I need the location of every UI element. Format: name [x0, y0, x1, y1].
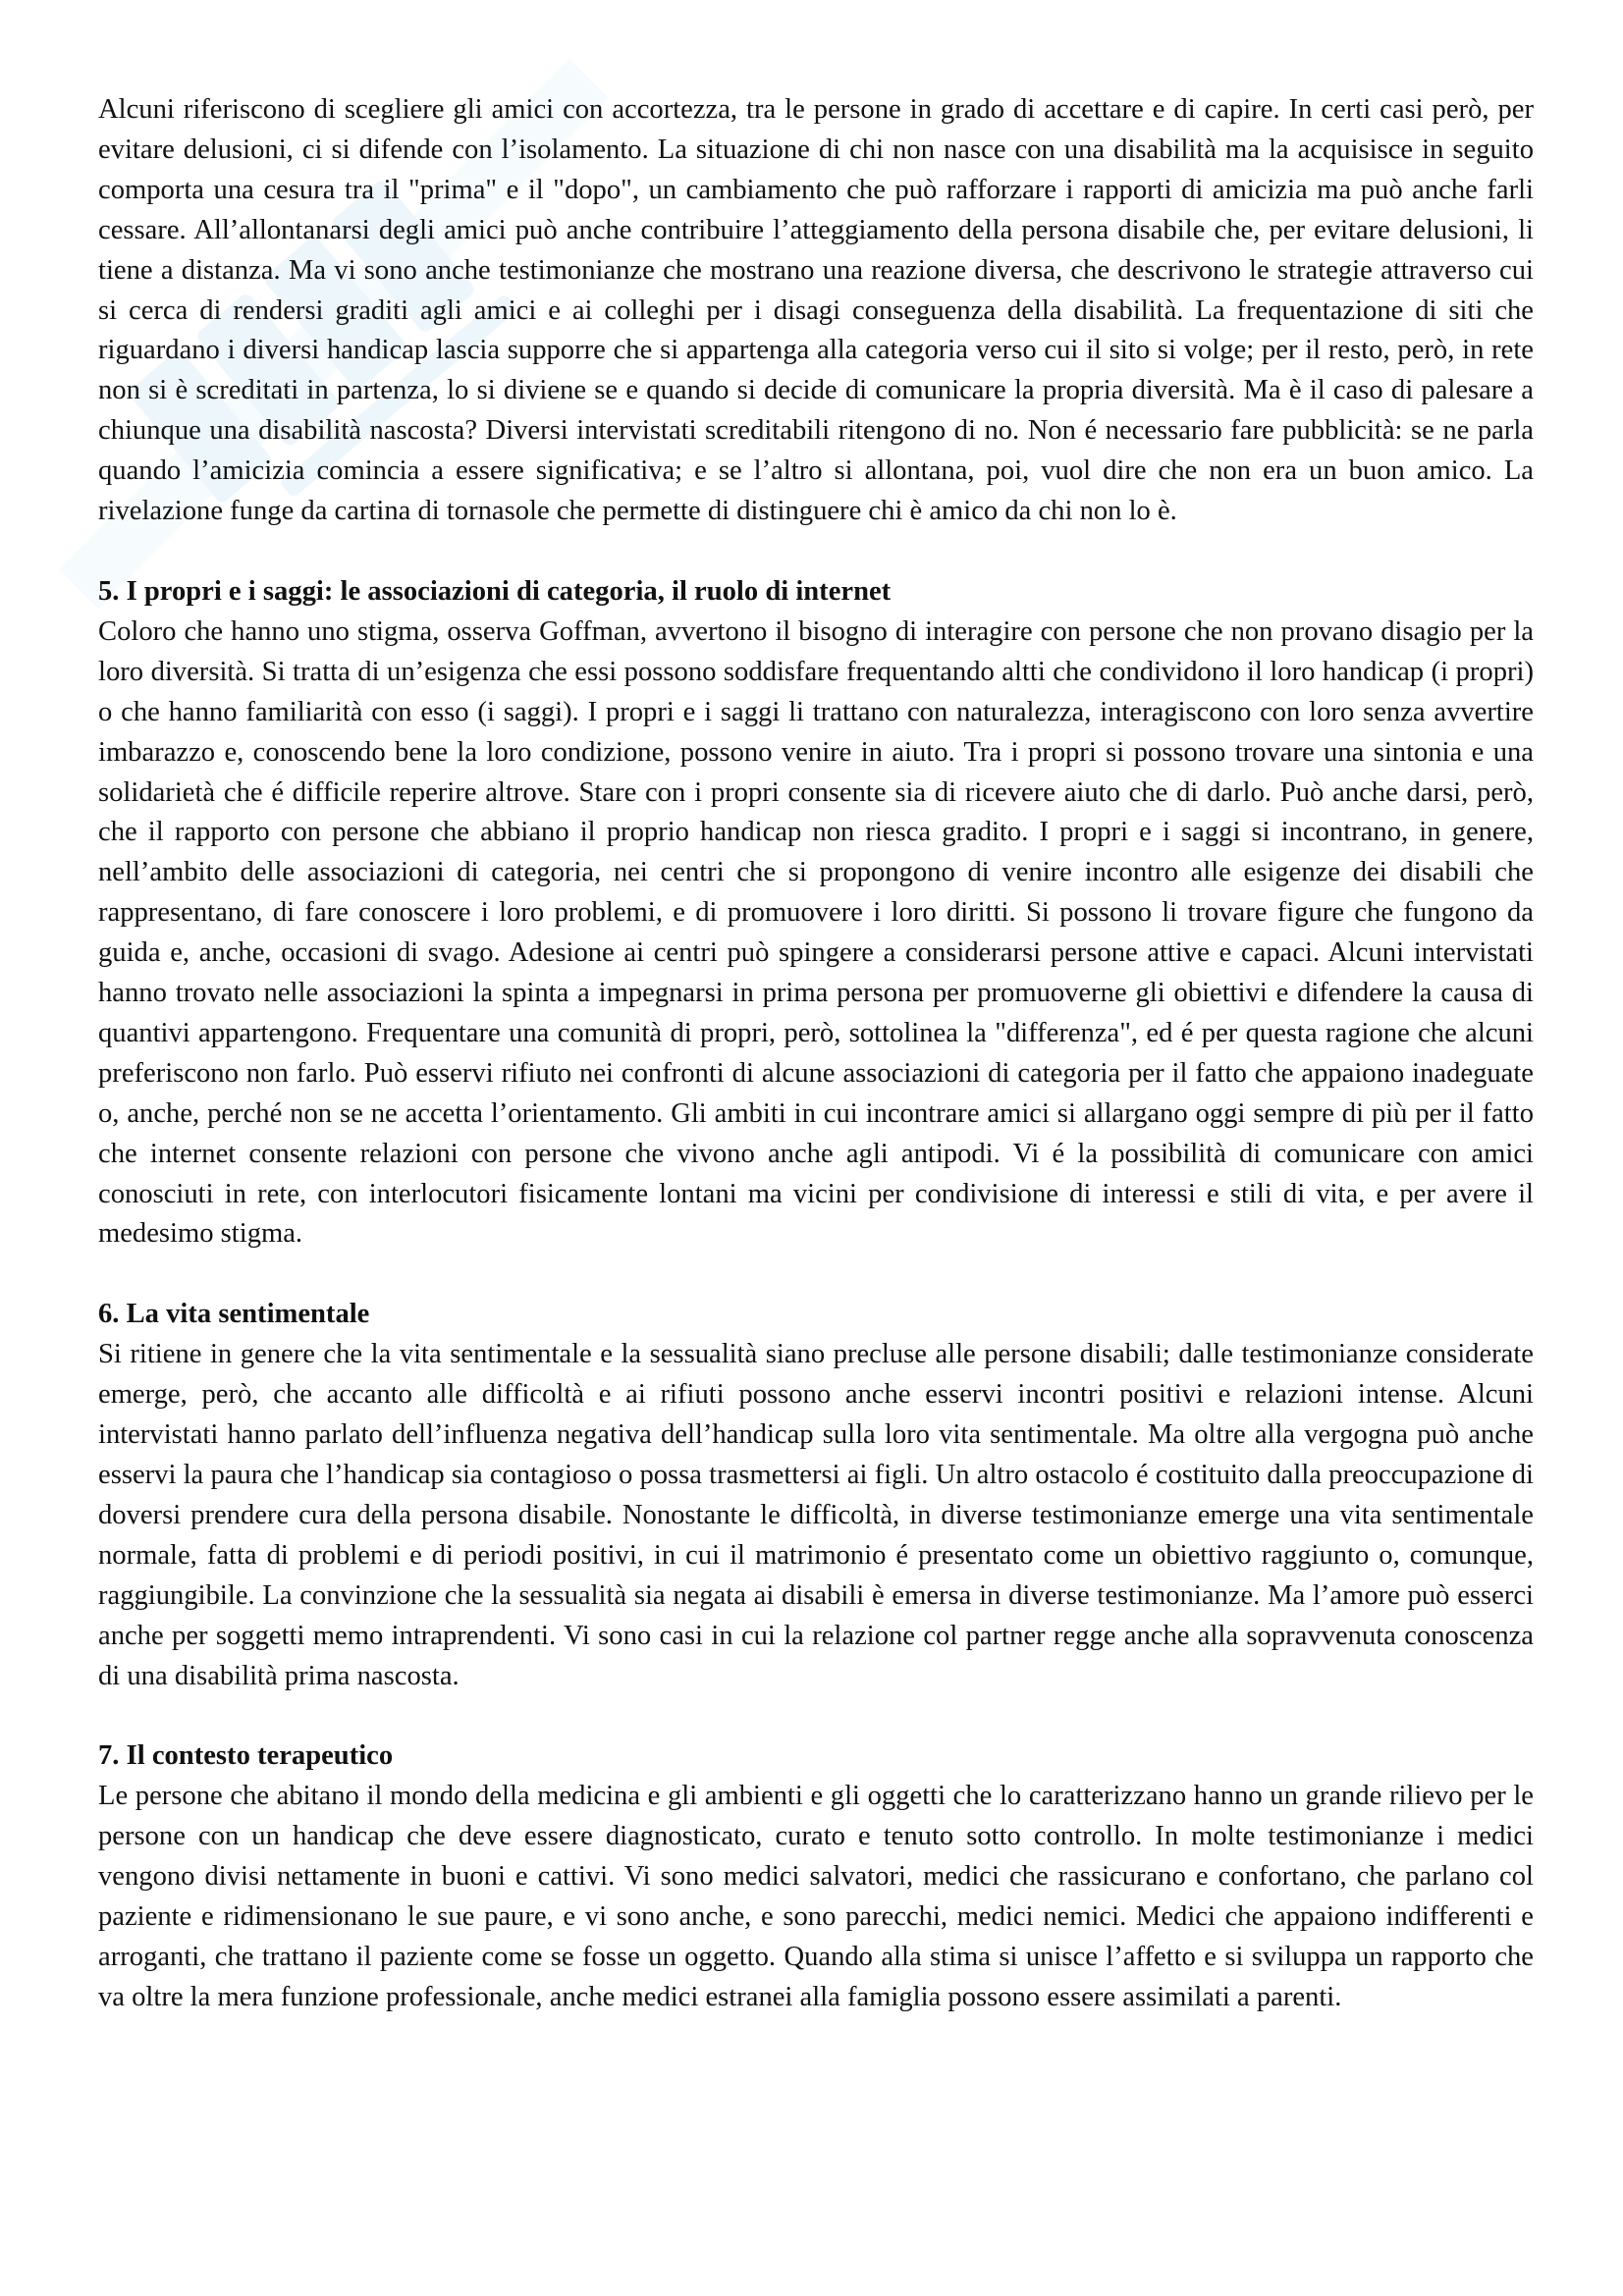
- section-5: [98, 572, 1534, 1255]
- section-paragraph: Si ritiene in genere che la vita sentimentale e la sessualità siano precluse alle persone disabili; dalle testimonianze considerate emerge, però, che accanto alle difficoltà e ai rifiuti possono anche esservi incontri positivi e relazioni intense. Alcuni intervistati hanno parlato dell’influenza negativa dell’handicap sulla loro vita sentimentale. Ma oltre alla vergogna può anche esservi la paura che l’handicap sia contagioso o possa trasmettersi ai figli. Un altro ostacolo é costituito dalla preoccupazione di doversi prendere cura della persona disabile. Nonostante le difficoltà, in diverse testimonianze emerge una vita sentimentale normale, fatta di problemi e di periodi positivi, in cui il matrimonio é presentato come un obiettivo raggiunto o, comunque, raggiungibile. La convinzione che la sessualità sia negata ai disabili è emersa in diverse testimonianze. Ma l’amore può esserci anche per soggetti memo intraprendenti. Vi sono casi in cui la relazione col partner regge anche alla sopravvenuta conoscenza di una disabilità prima nascosta.: [98, 1339, 1534, 1691]
- section-heading: 6. La vita sentimentale: [98, 1299, 370, 1330]
- section-7: [98, 1736, 1534, 2017]
- section-paragraph: Le persone che abitano il mondo della medicina e gli ambienti e gli oggetti che lo caratterizzano hanno un grande rilievo per le persone con un handicap che deve essere diagnosticato, curato e tenuto sotto controllo. In molte testimonianze i medici vengono divisi nettamente in buoni e cattivi. Vi sono medici salvatori, medici che rassicurano e confortano, che parlano col paziente e ridimensionano le sue paure, e vi sono anche, e sono parecchi, medici nemici. Medici che appaiono indifferenti e arroganti, che trattano il paziente come se fosse un oggetto. Quando alla stima si unisce l’affetto e si sviluppa un rapporto che va oltre la mera funzione professionale, anche medici estranei alla famiglia possono essere assimilati a parenti.: [98, 1781, 1534, 2012]
- intro-paragraph: Alcuni riferiscono di scegliere gli amici con accortezza, tra le persone in grado di accettare e di capire. In certi casi però, per evitare delusioni, ci si difende con l’isolamento. La situazione di chi non nasce con una disabilità ma la acquisisce in seguito comporta una cesura tra il "prima" e il "dopo", un cambiamento che può rafforzare i rapporti di amicizia ma può anche farli cessare. All’allontanarsi degli amici può anche contribuire l’atteggiamento della persona disabile che, per evitare delusioni, li tiene a distanza. Ma vi sono anche testimonianze che mostrano una reazione diversa, che descrivono le strategie attraverso cui si cerca di rendersi graditi agli amici e ai colleghi per i disagi conseguenza della disabilità. La frequentazione di siti che riguardano i diversi handicap lascia supporre che si appartenga alla categoria verso cui il sito si volge; per il resto, però, in rete non si è screditati in partenza, lo si diviene se e quando si decide di comunicare la propria diversità. Ma è il caso di palesare a chiunque una disabilità nascosta? Diversi intervistati screditabili ritengono di no. Non é necessario fare pubblicità: se ne parla quando l’amicizia comincia a essere significativa; e se l’altro si allontana, poi, vuol dire che non era un buon amico. La rivelazione funge da cartina di tornasole che permette di distinguere chi è amico da chi non lo è.: [98, 94, 1534, 527]
- section-heading: 5. I propri e i saggi: le associazioni di categoria, il ruolo di internet: [98, 575, 892, 607]
- section-heading: 7. Il contesto terapeutico: [98, 1740, 394, 1772]
- document-body: [98, 90, 1534, 2018]
- section-paragraph: Coloro che hanno uno stigma, osserva Goffman, avvertono il bisogno di interagire con persone che non provano disagio per la loro diversità. Si tratta di un’esigenza che essi possono soddisfare frequentando altti che condividono il loro handicap (i propri) o che hanno familiarità con esso (i saggi). I propri e i saggi li trattano con naturalezza, interagiscono con loro senza avvertire imbarazzo e, conoscendo bene la loro condizione, possono venire in aiuto. Tra i propri si possono trovare una sintonia e una solidarietà che é difficile reperire altrove. Stare con i propri consente sia di ricevere aiuto che di darlo. Può anche darsi, però, che il rapporto con persone che abbiano il proprio handicap non riesca gradito. I propri e i saggi si incontrano, in genere, nell’ambito delle associazioni di categoria, nei centri che si propongono di venire incontro alle esigenze dei disabili che rappresentano, di fare conoscere i loro problemi, e di promuovere i loro diritti. Si possono li trovare figure che fungono da guida e, anche, occasioni di svago. Adesione ai centri può spingere a considerarsi persone attive e capaci. Alcuni intervistati hanno trovato nelle associazioni la spinta a impegnarsi in prima persona per promuoverne gli obiettivi e difendere la causa di quantivi appartengono. Frequentare una comunità di propri, però, sottolinea la "differenza", ed é per questa ragione che alcuni preferiscono non farlo. Può esservi rifiuto nei confronti di alcune associazioni di categoria per il fatto che appaiono inadeguate o, anche, perché non se ne accetta l’orientamento. Gli ambiti in cui incontrare amici si allargano oggi sempre di più per il fatto che internet consente relazioni con persone che vivono anche agli antipodi. Vi é la possibilità di comunicare con amici conosciuti in rete, con interlocutori fisicamente lontani ma vicini per condivisione di interessi e stili di vita, e per avere il medesimo stigma.: [98, 615, 1534, 1250]
- section-6: [98, 1295, 1534, 1696]
